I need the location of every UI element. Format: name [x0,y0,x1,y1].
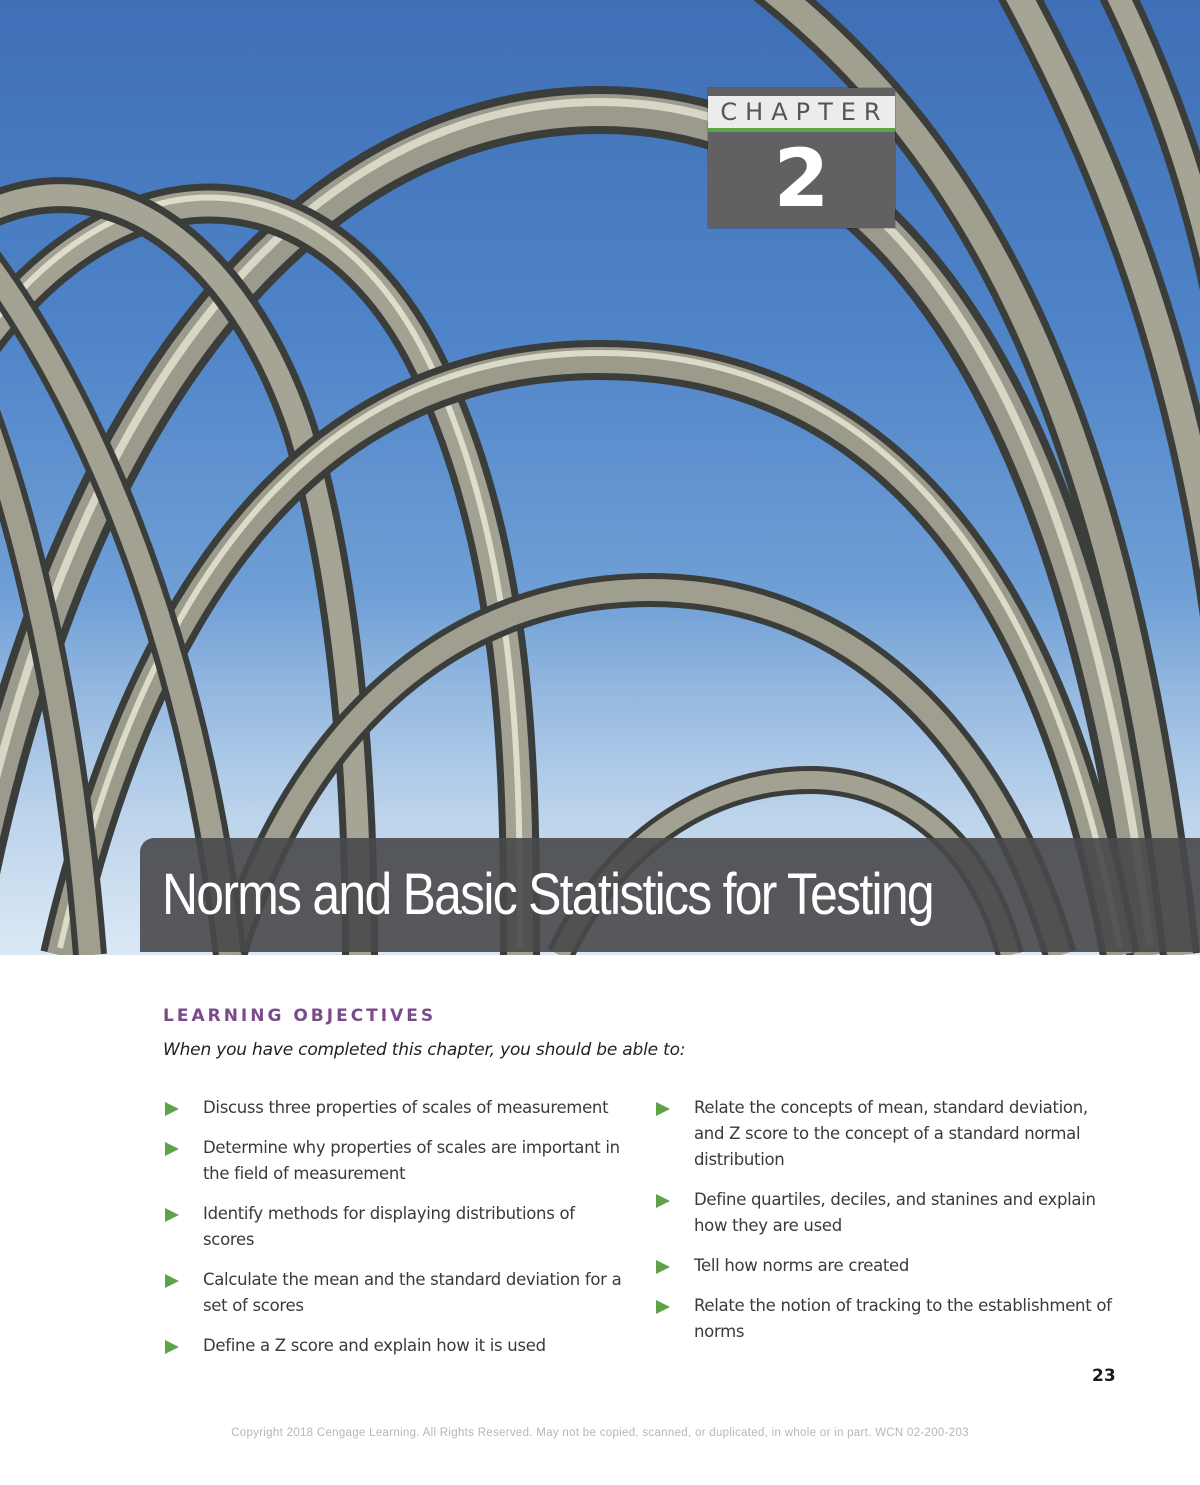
learning-objectives-intro: When you have completed this chapter, you should be able to: [163,1040,686,1060]
objective-text: Identify methods for displaying distributions of scores [203,1204,575,1249]
title-bar [140,838,1200,952]
objective-item [654,1095,1114,1173]
objectives-left-column [163,1095,623,1373]
bullet-arrow-icon [165,1208,179,1222]
objective-item [163,1201,623,1253]
learning-objectives-heading: LEARNING OBJECTIVES [163,1006,437,1026]
bullet-arrow-icon [656,1260,670,1274]
bullet-arrow-icon [165,1142,179,1156]
objective-item [163,1135,623,1187]
objectives-right-column [654,1095,1114,1359]
chapter-title: Norms and Basic Statistics for Testing [162,862,933,927]
objective-text: Calculate the mean and the standard deviation for a set of scores [203,1270,622,1315]
objective-item [654,1187,1114,1239]
objective-text: Relate the notion of tracking to the establishment of norms [694,1296,1112,1341]
bullet-arrow-icon [165,1340,179,1354]
objective-item [163,1095,623,1121]
objective-text: Define a Z score and explain how it is used [203,1336,546,1355]
objective-text: Determine why properties of scales are important in the field of measurement [203,1138,620,1183]
page-number: 23 [1092,1366,1116,1386]
chapter-label: CHAPTER [708,96,895,128]
bullet-arrow-icon [656,1102,670,1116]
objective-item [163,1267,623,1319]
bullet-arrow-icon [656,1194,670,1208]
copyright-notice: Copyright 2018 Cengage Learning. All Rights Reserved. May not be copied, scanned, or duplicated, in whole or in part. WCN 02-200-203 [231,1427,969,1439]
objective-item [654,1253,1114,1279]
objective-text: Discuss three properties of scales of measurement [203,1098,609,1117]
objective-text: Relate the concepts of mean, standard deviation, and Z score to the concept of a standard normal distribution [694,1098,1088,1169]
objective-text: Define quartiles, deciles, and stanines and explain how they are used [694,1190,1096,1235]
objective-text: Tell how norms are created [694,1256,910,1275]
bullet-arrow-icon [165,1274,179,1288]
chapter-badge [708,88,895,228]
objective-item [163,1333,623,1359]
bullet-arrow-icon [656,1300,670,1314]
bullet-arrow-icon [165,1102,179,1116]
objective-item [654,1293,1114,1345]
chapter-number: 2 [773,132,830,225]
